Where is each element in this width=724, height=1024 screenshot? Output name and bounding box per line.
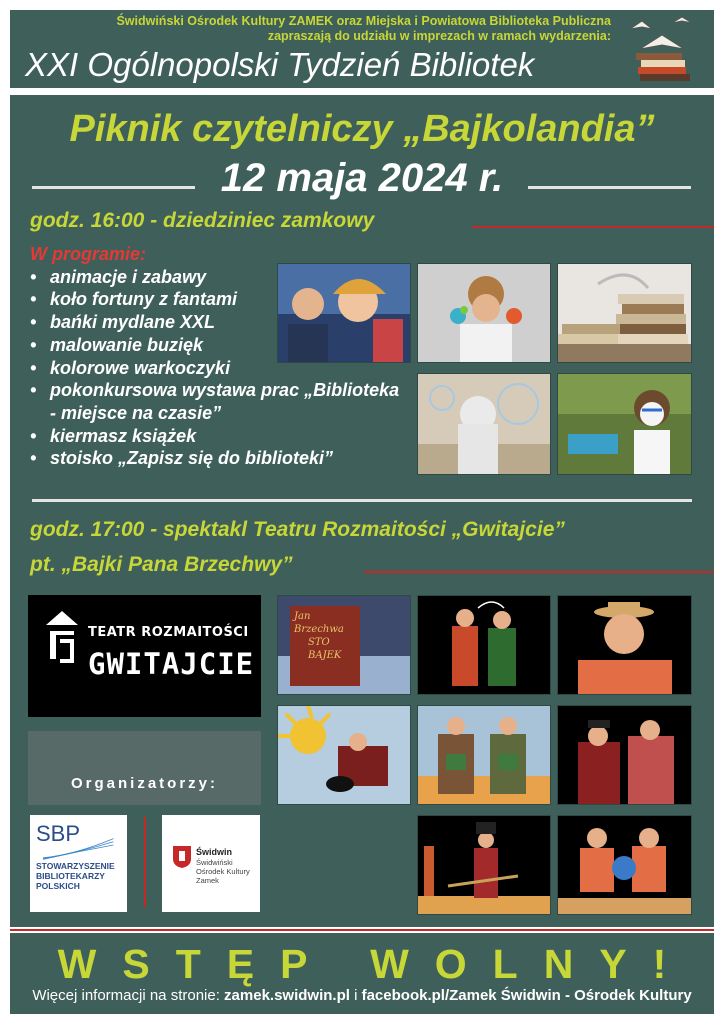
footer-panel: [10, 933, 714, 1014]
zamek-logo: [162, 815, 260, 912]
organizers-label: Organizatorzy:: [70, 775, 218, 792]
sbp-line: STOWARZYSZENIE: [36, 861, 115, 871]
zamek-town: Świdwin: [196, 847, 232, 857]
organizers-divider: [144, 817, 146, 907]
free-admission: WSTĘP WOLNY!: [57, 941, 693, 987]
program-item: • koło fortuny z fantami: [30, 288, 410, 311]
organizers-box: [28, 731, 261, 805]
event-title: XXI Ogólnopolski Tydzień Bibliotek: [25, 46, 535, 83]
program-item: • malowanie buzięk: [30, 334, 410, 357]
photo-sun-scene: [277, 705, 411, 805]
book-cover-line: Brzechwa: [294, 624, 344, 635]
sbp-full-name: [36, 861, 115, 891]
zamek-line: Ośrodek Kultury: [196, 867, 250, 876]
photo-two-actors: [417, 705, 551, 805]
photo-actors-globe: [557, 815, 692, 915]
book-cover-line: BAJEK: [308, 650, 342, 661]
photo-actors-red: [557, 705, 692, 805]
picnic-time-place: godz. 16:00 - dziedziniec zamkowy: [30, 209, 375, 232]
header-panel: [10, 10, 714, 88]
program-item: • animacje i zabawy: [30, 266, 410, 289]
intro-line-1: Świdwiński Ośrodek Kultury ZAMEK oraz Miejska i Powiatowa Biblioteka Publiczna: [116, 14, 611, 28]
photo-actor-hat: [557, 595, 692, 695]
event-date: 12 maja 2024 r.: [220, 156, 504, 200]
program-item-text: stoisko „Zapisz się do biblioteki”: [50, 448, 334, 469]
zamek-line: Zamek: [196, 876, 219, 885]
program-item-text: pokonkursowa wystawa prac „Biblioteka - miejsce na czasie”: [50, 380, 400, 423]
photo-soap-bubbles: [417, 373, 551, 475]
theatre-play-title: pt. „Bajki Pana Brzechwy”: [30, 553, 293, 576]
footer-top-line: [10, 929, 714, 931]
book-cover-title: [294, 610, 344, 662]
photo-books: [557, 263, 692, 363]
photo-children-costumes: [277, 263, 411, 363]
books-icon: [628, 15, 696, 85]
theatre-logo-line-1: TEATR ROZMAITOŚCI: [88, 625, 249, 640]
program-heading: W programie:: [30, 244, 147, 264]
theatre-logo-line-2: GWITAJCIE: [88, 647, 255, 681]
intro-line-2: zapraszają do udziału w imprezach w ramach wydarzenia:: [267, 28, 611, 43]
website-link[interactable]: zamek.swidwin.pl: [224, 987, 350, 1004]
picnic-time-underline: [472, 226, 714, 228]
date-divider-left: [32, 186, 195, 189]
program-item: • kolorowe warkoczyki: [30, 357, 410, 380]
date-divider-right: [528, 186, 691, 189]
zamek-full-name: [196, 858, 250, 885]
photo-face-painting: [557, 373, 692, 475]
program-item: • kiermasz książek: [30, 425, 410, 448]
sbp-abbreviation: SBP: [36, 821, 81, 846]
more-info-separator: i: [349, 987, 362, 1004]
sbp-line: BIBLIOTEKARZY: [36, 871, 105, 881]
program-item: [30, 379, 410, 424]
zamek-line: Świdwiński: [196, 858, 233, 867]
photo-actors-costumes: [417, 595, 551, 695]
theatre-logo: [28, 595, 261, 717]
coat-of-arms-icon: [172, 845, 192, 869]
book-cover-line: Jan: [294, 611, 311, 622]
facebook-link[interactable]: facebook.pl/Zamek Świdwin - Ośrodek Kultury: [361, 987, 692, 1004]
sbp-line: POLSKICH: [36, 881, 80, 891]
header-intro: [11, 14, 611, 43]
main-panel: [10, 95, 714, 927]
sbp-swoosh-icon: [34, 837, 124, 861]
book-cover-line: STO: [308, 637, 330, 648]
sbp-logo: [30, 815, 127, 912]
theatre-time-line: godz. 17:00 - spektakl Teatru Rozmaitości „Gwitajcie”: [30, 518, 565, 541]
section-divider: [32, 499, 692, 502]
photo-book-prop: [277, 595, 411, 695]
picnic-title: Piknik czytelniczy „Bajkolandia”: [69, 108, 655, 150]
photo-actor-broom: [417, 815, 551, 915]
program-item: • bańki mydlane XXL: [30, 311, 410, 334]
program-item: [30, 447, 410, 470]
theatre-house-icon: [42, 607, 82, 667]
more-info: [10, 987, 714, 1004]
theatre-underline: [364, 571, 714, 573]
more-info-prefix: Więcej informacji na stronie:: [32, 987, 225, 1004]
photo-painted-hands: [417, 263, 551, 363]
